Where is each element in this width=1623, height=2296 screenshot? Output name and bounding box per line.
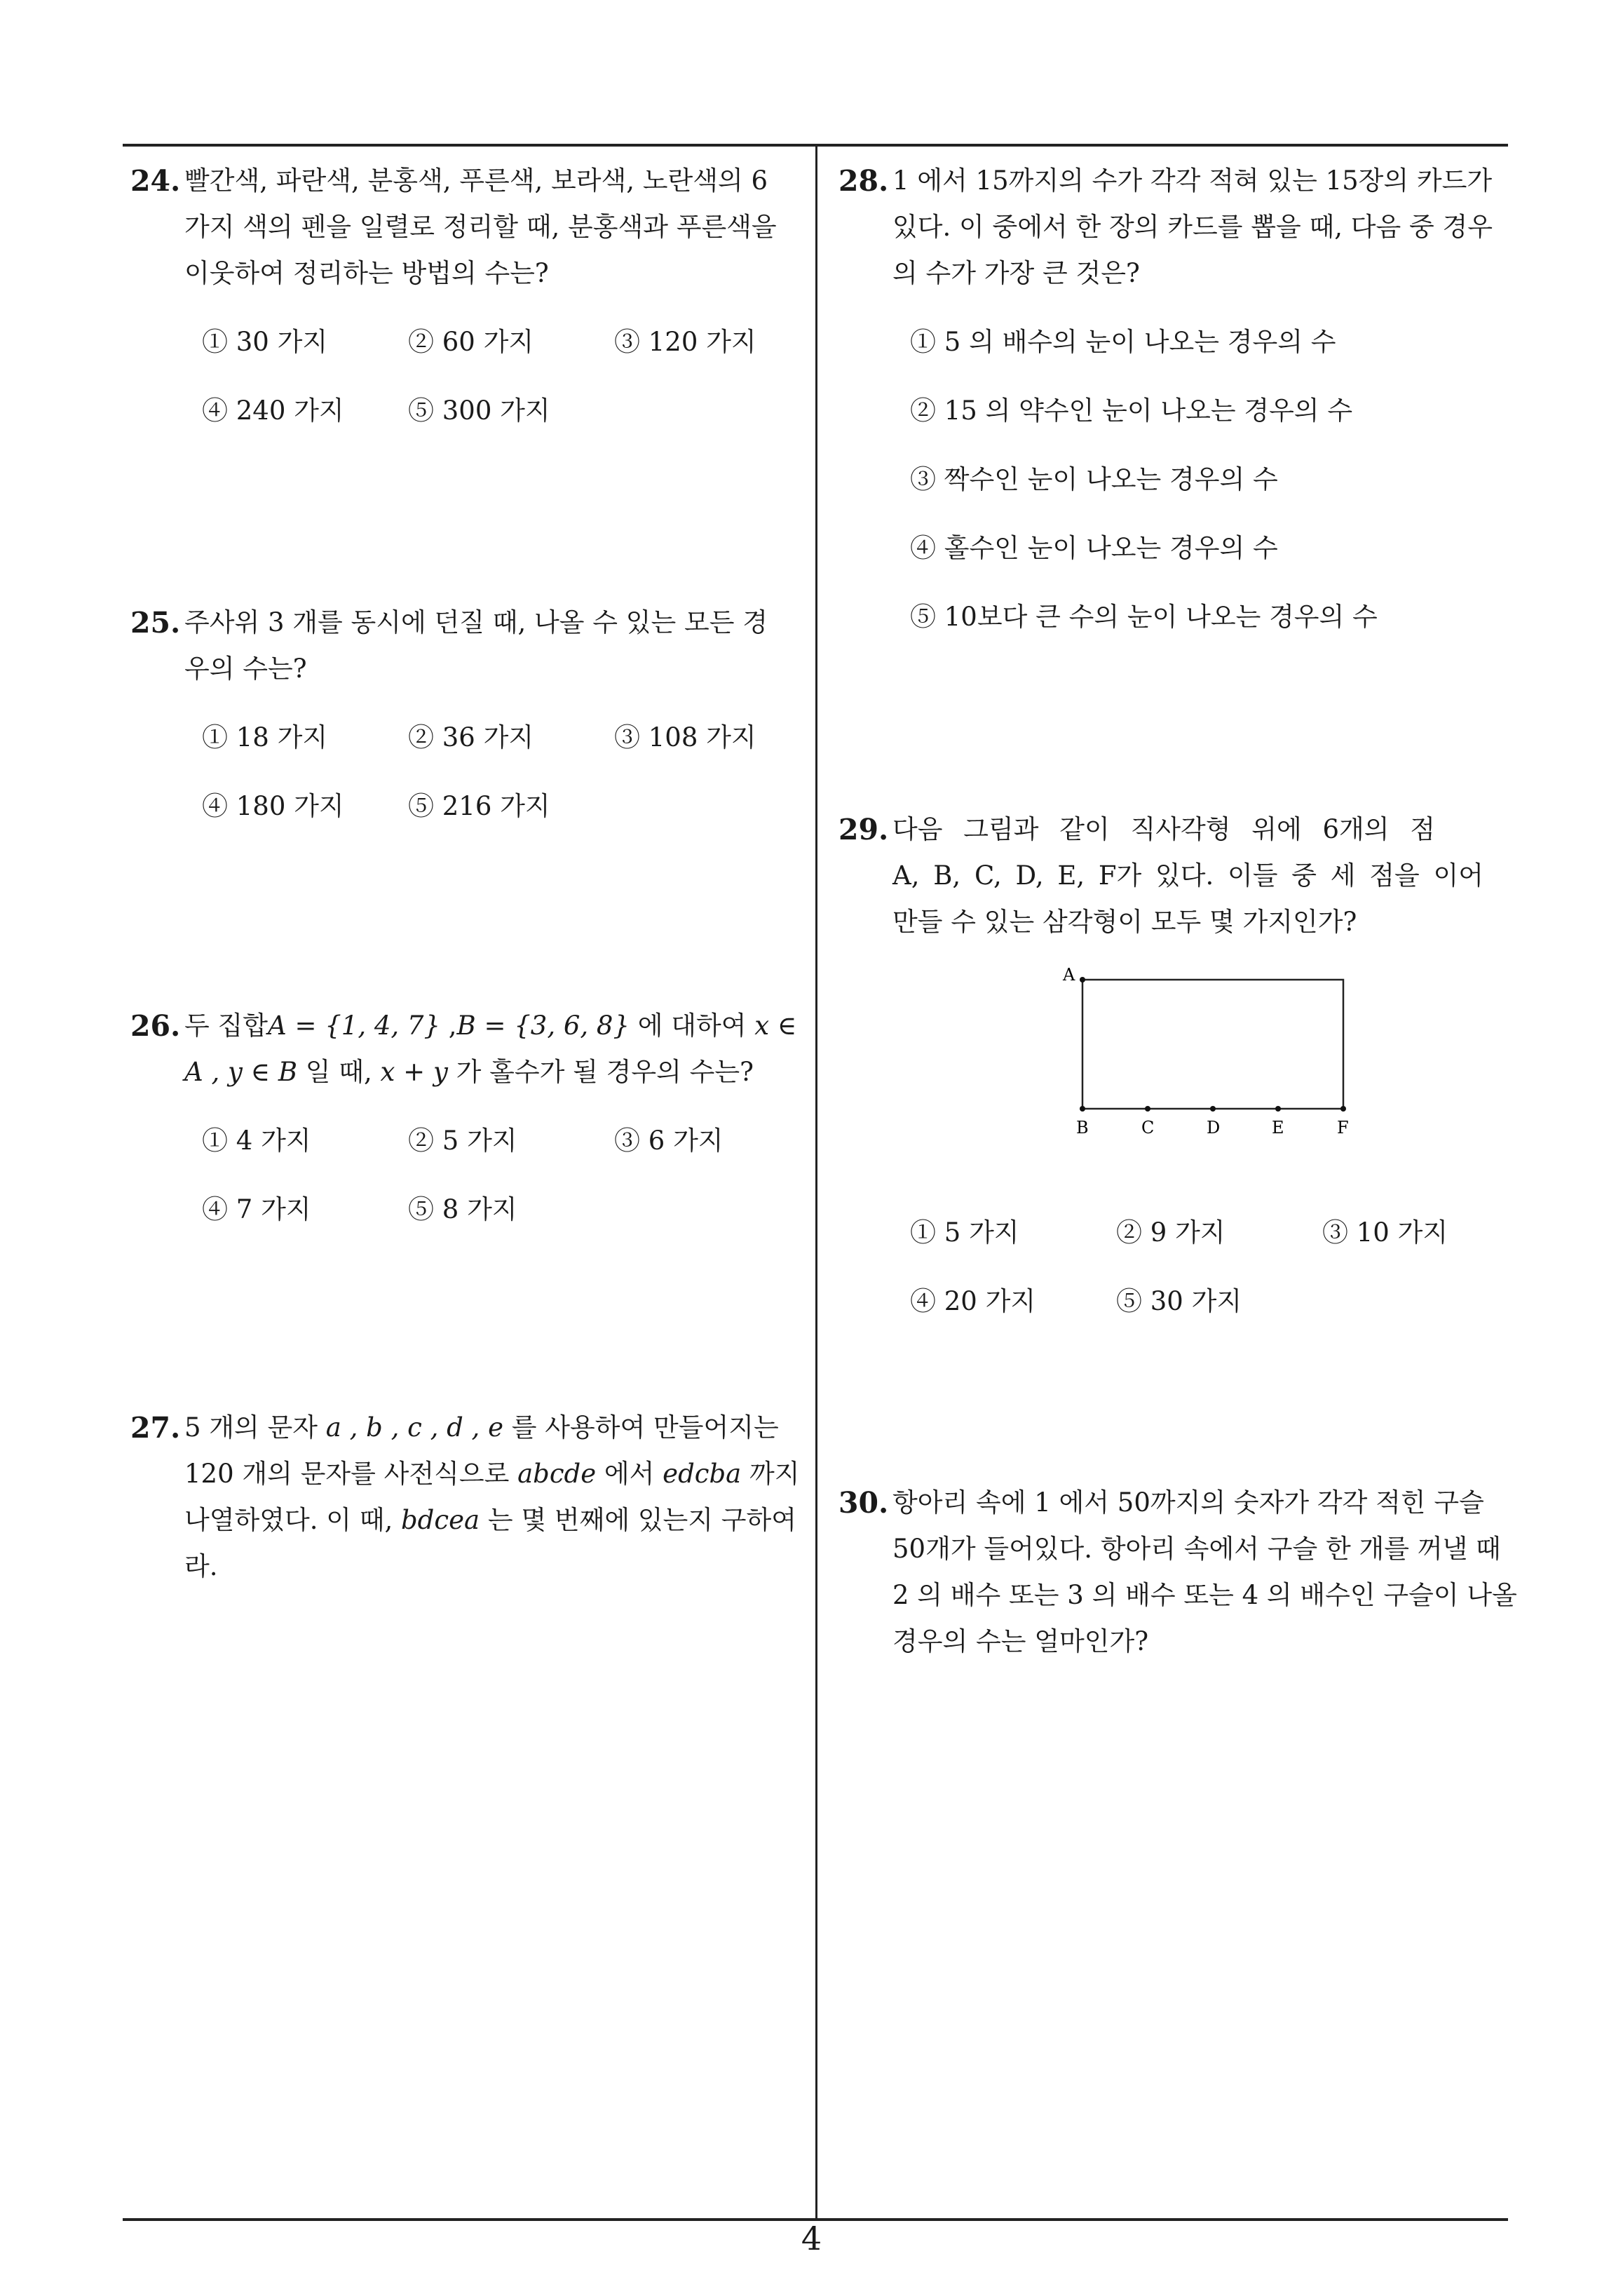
problem-29-choices: [838, 1210, 1512, 1322]
text-segment: 일 때,: [297, 1057, 381, 1087]
text-segment: ,: [440, 1011, 457, 1041]
choice-2[interactable]: ② 9 가지: [1116, 1217, 1225, 1248]
problem-number: 27.: [130, 1411, 181, 1445]
choice-5[interactable]: ⑤ 300 가지: [408, 396, 550, 426]
choice-5[interactable]: ⑤ 10보다 큰 수의 눈이 나오는 경우의 수: [910, 602, 1378, 632]
choice-2[interactable]: ② 36 가지: [408, 722, 534, 752]
choice-1[interactable]: ① 5 가지: [910, 1217, 1019, 1248]
problem-line: 2 의 배수 또는 3 의 배수 또는 4 의 배수인 구슬이 나올: [892, 1580, 1517, 1610]
problem-24: [130, 158, 803, 431]
label-e: E: [1272, 1118, 1284, 1137]
math-set-b: B = {3, 6, 8}: [456, 1011, 630, 1041]
problem-line: 주사위 3 개를 동시에 던질 때, 나올 수 있는 모든 경: [184, 607, 768, 637]
choice-3[interactable]: ③ 120 가지: [614, 327, 756, 357]
text-segment: 는 몇 번째에 있는지 구하여: [480, 1505, 797, 1535]
problem-30: [838, 1480, 1517, 1665]
problem-26: [130, 1003, 803, 1230]
choices: [202, 319, 803, 431]
problem-line: 만들 수 있는 삼각형이 모두 몇 가지인가?: [892, 907, 1357, 937]
problem-text: [184, 158, 803, 297]
choices: [202, 1118, 803, 1230]
choice-3[interactable]: ③ 6 가지: [614, 1126, 724, 1156]
problem-line: [184, 1049, 803, 1095]
problem-line: 다음 그림과 같이 직사각형 위에 6개의 점: [892, 814, 1435, 844]
math-word: abcde: [517, 1459, 597, 1489]
problem-number: 28.: [838, 164, 889, 198]
problem-text: [892, 806, 1512, 945]
problem-line: [184, 1405, 803, 1451]
point-d: [1210, 1106, 1216, 1112]
math-word: edcba: [663, 1459, 742, 1489]
choice-2[interactable]: ② 15 의 약수인 눈이 나오는 경우의 수: [910, 396, 1353, 426]
problem-28: [838, 158, 1512, 656]
problem-line: A, B, C, D, E, F가 있다. 이들 중 세 점을 이어: [892, 860, 1484, 891]
choice-4[interactable]: ④ 180 가지: [202, 791, 344, 821]
math-variables: a , b , c , d , e: [325, 1412, 503, 1443]
problem-line: 있다. 이 중에서 한 장의 카드를 뽑을 때, 다음 중 경우: [892, 212, 1493, 242]
choice-2[interactable]: ② 5 가지: [408, 1126, 517, 1156]
choice-1[interactable]: ① 18 가지: [202, 722, 328, 752]
choice-5[interactable]: ⑤ 216 가지: [408, 791, 550, 821]
text-segment: 두 집합: [184, 1011, 268, 1041]
problem-number: 30.: [838, 1486, 889, 1520]
choices: [202, 715, 803, 827]
label-a: A: [1063, 965, 1075, 985]
choice-1[interactable]: ① 4 가지: [202, 1126, 311, 1156]
problem-27: [130, 1405, 803, 1590]
problem-line: 우의 수는?: [184, 654, 307, 684]
choice-4[interactable]: ④ 홀수인 눈이 나오는 경우의 수: [910, 533, 1278, 563]
choice-3[interactable]: ③ 짝수인 눈이 나오는 경우의 수: [910, 464, 1278, 494]
text-segment: 에 대하여: [630, 1011, 755, 1041]
text-segment: 5 개의 문자: [184, 1412, 326, 1443]
text-segment: 를 사용하여 만들어지는: [503, 1412, 779, 1443]
problem-number: 25.: [130, 606, 181, 640]
problem-text: [184, 1003, 803, 1095]
text-segment: 에서: [596, 1459, 663, 1489]
problem-line: 항아리 속에 1 에서 50까지의 숫자가 각각 적힌 구슬: [892, 1487, 1484, 1518]
label-f: F: [1337, 1118, 1349, 1137]
choices: [910, 319, 1512, 656]
point-e: [1275, 1106, 1281, 1112]
choice-5[interactable]: ⑤ 8 가지: [408, 1194, 517, 1224]
choice-5[interactable]: ⑤ 30 가지: [1116, 1286, 1242, 1316]
label-b: B: [1076, 1118, 1089, 1137]
problem-line: 50개가 들어있다. 항아리 속에서 구슬 한 개를 꺼낼 때: [892, 1534, 1501, 1564]
figure-rectangle: [1082, 980, 1343, 1109]
problem-text: [892, 1480, 1517, 1665]
problem-number: 24.: [130, 164, 181, 198]
problem-number: 29.: [838, 813, 889, 846]
point-a: [1080, 977, 1085, 982]
point-c: [1145, 1106, 1150, 1112]
choices: [910, 1210, 1512, 1322]
math-expression: x ∈: [754, 1011, 797, 1041]
text-segment: 나열하였다. 이 때,: [184, 1505, 401, 1535]
page-number: 4: [801, 2220, 822, 2257]
problem-line: 경우의 수는 얼마인가?: [892, 1626, 1149, 1656]
choice-1[interactable]: ① 30 가지: [202, 327, 328, 357]
problem-line: [184, 1451, 803, 1497]
choice-4[interactable]: ④ 20 가지: [910, 1286, 1036, 1316]
choice-3[interactable]: ③ 10 가지: [1322, 1217, 1448, 1248]
choice-2[interactable]: ② 60 가지: [408, 327, 534, 357]
label-d: D: [1207, 1118, 1221, 1137]
label-c: C: [1141, 1118, 1155, 1137]
choice-3[interactable]: ③ 108 가지: [614, 722, 756, 752]
problem-text: [184, 1405, 803, 1590]
choice-4[interactable]: ④ 7 가지: [202, 1194, 311, 1224]
choice-4[interactable]: ④ 240 가지: [202, 396, 344, 426]
problem-line: 1 에서 15까지의 수가 각각 적혀 있는 15장의 카드가: [892, 166, 1493, 196]
math-expression: x + y: [380, 1057, 448, 1087]
problem-line: [184, 1497, 803, 1544]
text-segment: 120 개의 문자를 사전식으로: [184, 1459, 518, 1489]
text-segment: 까지: [741, 1459, 800, 1489]
problem-29: [838, 806, 1512, 945]
column-divider: [815, 145, 817, 2221]
math-expression: A , y ∈ B: [184, 1057, 298, 1087]
problem-line: 가지 색의 펜을 일렬로 정리할 때, 분홍색과 푸른색을: [184, 212, 777, 242]
problem-25: [130, 600, 803, 827]
problem-line: 빨간색, 파란색, 분홍색, 푸른색, 보라색, 노란색의 6: [184, 166, 768, 196]
problem-line: 라.: [184, 1551, 218, 1581]
problem-number: 26.: [130, 1009, 181, 1043]
point-f: [1340, 1106, 1346, 1112]
problem-line: 의 수가 가장 큰 것은?: [892, 258, 1140, 288]
math-set-a: A = {1, 4, 7}: [268, 1011, 440, 1041]
text-segment: 가 홀수가 될 경우의 수는?: [447, 1057, 754, 1087]
point-b: [1080, 1106, 1085, 1112]
math-word: bdcea: [401, 1505, 480, 1535]
problem-text: [892, 158, 1512, 297]
rectangle-figure: [1045, 961, 1353, 1143]
problem-text: [184, 600, 803, 692]
problem-line: 이웃하여 정리하는 방법의 수는?: [184, 258, 549, 288]
choice-1[interactable]: ① 5 의 배수의 눈이 나오는 경우의 수: [910, 327, 1336, 357]
problem-line: [184, 1003, 803, 1049]
